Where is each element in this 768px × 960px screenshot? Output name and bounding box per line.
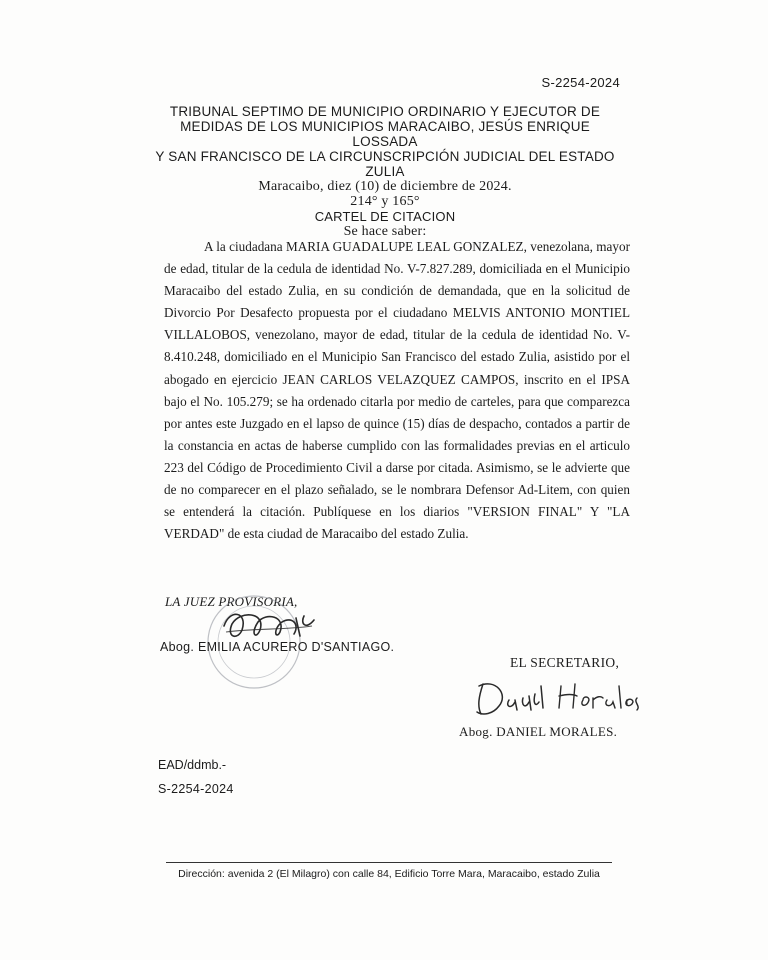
citation-body [164,236,630,545]
court-line-2: MEDIDAS DE LOS MUNICIPIOS MARACAIBO, JESÚS ENRIQUE LOSSADA [180,119,590,149]
secretary-name: Abog. DANIEL MORALES. [459,724,618,739]
case-number-top: S-2254-2024 [541,75,620,90]
court-line-4: ZULIA [365,164,405,179]
court-line-3: Y SAN FRANCISCO DE LA CIRCUNSCRIPCIÓN JUDICIAL DEL ESTADO [155,149,615,164]
years-line: 214° y 165° [350,194,420,209]
citation-paragraph: A la ciudadana MARIA GUADALUPE LEAL GONZALEZ, venezolana, mayor de edad, titular de la cedula de identidad No. V-7.827.289, domiciliada en el Municipio Maracaibo del estado Zulia, en su condición de demandada, que en la solicitud de Divorcio Por Desafecto propuesta por el ciudadano MELVIS ANTONIO MONTIEL VILLALOBOS, venezolano, mayor de edad, titular de la cedula de identidad No. V-8.410.248, domiciliado en el Municipio San Francisco del estado Zulia, asistido por el abogado en ejercicio JEAN CARLOS VELAZQUEZ CAMPOS, inscrito en el IPSA bajo el No. 105.279; se ha ordenado citarla por medio de carteles, para que comparezca por antes este Juzgado en el lapso de quince (15) días de despacho, contados a partir de la constancia en actas de haberse cumplido con las formalidades previas en el articulo 223 del Código de Procedimiento Civil a darse por citada. Asimismo, se le advierte que de no comparecer en el plazo señalado, se le nombrara Defensor Ad-Litem, con quien se entenderá la citación. Publíquese en los diarios "VERSION FINAL" Y "LA VERDAD" de esta ciudad de Maracaibo del estado Zulia. [164,239,630,542]
document-initials: EAD/ddmb.- [158,758,227,772]
secretary-signature [465,672,645,722]
document-subtitle: Se hace saber: [343,224,427,239]
case-number-bottom: S-2254-2024 [158,782,234,796]
document-title: CARTEL DE CITACION [314,209,456,224]
judge-title: LA JUEZ PROVISORIA, [165,594,298,609]
date-line: Maracaibo, diez (10) de diciembre de 2024. [258,179,512,194]
court-header [150,104,620,239]
secretary-title: EL SECRETARIO, [510,655,620,670]
court-line-1: TRIBUNAL SEPTIMO DE MUNICIPIO ORDINARIO Y EJECUTOR DE [169,104,601,119]
footer-divider [166,862,612,863]
judge-name: Abog. EMILIA ACURERO D'SANTIAGO. [160,640,395,654]
footer-address: Dirección: avenida 2 (El Milagro) con calle 84, Edificio Torre Mara, Maracaibo, estado Zulia [178,868,600,880]
